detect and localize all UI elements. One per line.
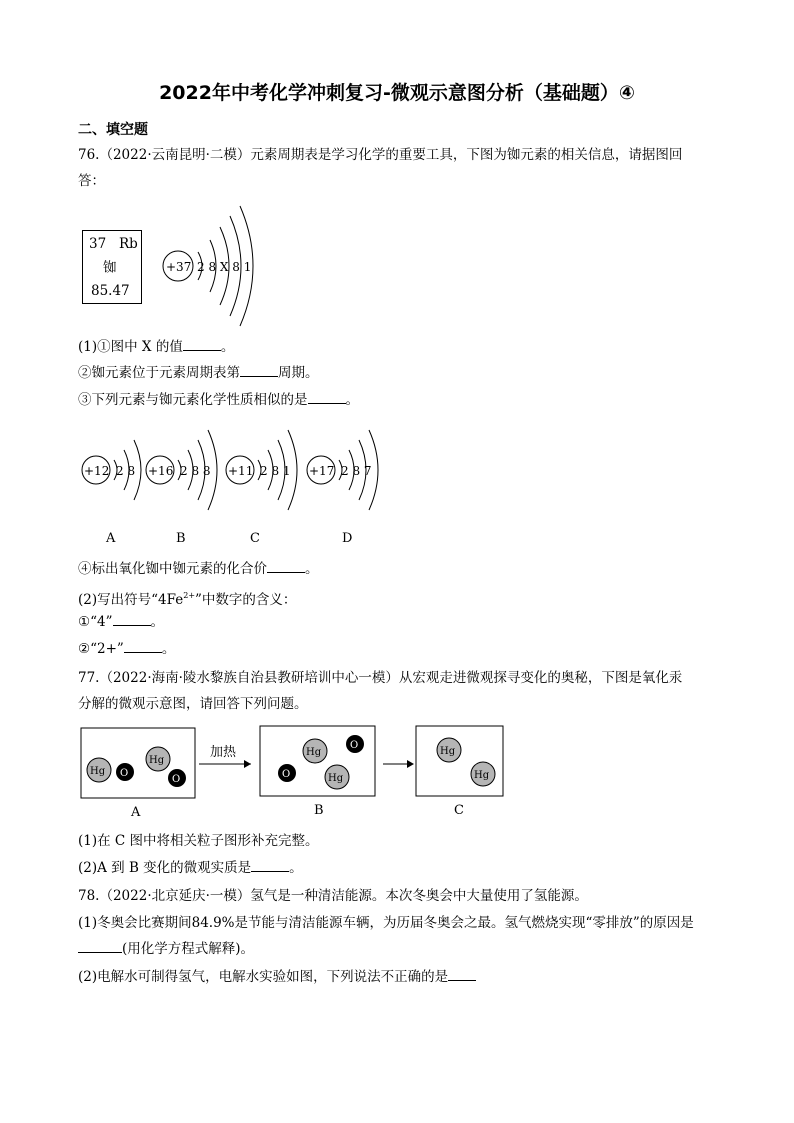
svg-text:O: O [282,769,291,780]
option-c-label: C [250,531,260,546]
q76-part6: ①“4” 。 [78,614,164,630]
q76-part5: (2)写出符号“$4Fe^{2+}$”中数字的含义： [78,591,297,608]
page-title: 2022年中考化学冲刺复习-微观示意图分析（基础题）④ [159,82,635,104]
q76-part4: ④标出氧化铷中铷元素的化合价 。 [78,561,319,577]
label-a: A [131,805,141,820]
label-b: B [314,803,324,818]
electron-shells: 2 8 X 8 1 [197,260,252,274]
option-a-label: A [106,531,116,546]
svg-text:Hg: Hg [90,766,106,777]
svg-text:Hg: Hg [328,773,344,784]
element-symbol: Rb [119,236,138,252]
nucleus-charge: +37 [166,260,192,274]
box-c [416,726,503,796]
svg-text:Hg: Hg [440,746,456,757]
atomic-mass: 85.47 [91,283,130,299]
q77-stem-line1: 77.（2022·海南·陵水黎族自治县教研培训中心一模）从宏观走进微观探寻变化的奥秘，下图是氧化汞 [78,670,683,686]
option-b-atom [146,430,217,546]
svg-text:O: O [350,740,359,751]
rb-atom-diagram [158,202,268,330]
q76-part3: ③下列元素与铷元素化学性质相似的是 。 [78,392,359,408]
option-d-atom [307,430,378,546]
svg-text:+17: +17 [309,464,335,478]
q76-stem-line2: 答： [78,173,105,189]
option-a-atom [82,440,141,546]
q78-part1b: (用化学方程式解释)。 [78,940,254,958]
svg-text:Hg: Hg [306,747,322,758]
svg-text:+12: +12 [84,464,110,478]
mercury-oxide-decomposition-diagram [78,722,508,822]
svg-text:2 8 7: 2 8 7 [341,464,372,478]
q78-stem: 78.（2022·北京延庆·一模）氢气是一种清洁能源。本次冬奥会中大量使用了氢能源。 [78,888,588,904]
svg-text:+16: +16 [148,464,174,478]
svg-text:Hg: Hg [474,770,490,781]
q76-part2: ②铷元素位于元素周期表第 周期。 [78,365,319,381]
svg-text:O: O [120,768,129,779]
atomic-number: 37 [89,236,107,252]
q77-stem-line2: 分解的微观示意图，请回答下列问题。 [78,696,308,712]
molecule-hgo-2 [146,747,186,787]
q77-part2: (2)A 到 B 变化的微观实质是 。 [78,860,303,876]
q78-part2: (2)电解水可制得氢气，电解水实验如图，下列说法不正确的是 [78,968,476,986]
option-d-label: D [342,531,353,546]
label-c: C [454,803,464,818]
svg-text:2 8 8: 2 8 8 [180,464,211,478]
option-c-atom [226,430,297,546]
q76-part1: (1)①图中 X 的值 。 [78,339,235,355]
svg-text:O: O [172,774,181,785]
molecule-hgo-1 [87,758,134,782]
section-heading: 二、填空题 [78,122,148,138]
q76-part7: ②“2+” 。 [78,641,176,657]
q77-part1: (1)在 C 图中将相关粒子图形补充完整。 [78,833,319,849]
svg-text:+11: +11 [228,464,254,478]
element-name: 铷 [103,260,117,276]
option-b-label: B [176,531,186,546]
svg-text:Hg: Hg [149,755,165,766]
q76-stem-line1: 76.（2022·云南昆明·二模）元素周期表是学习化学的重要工具，下图为铷元素的相关信息，请据图回 [78,147,683,163]
svg-text:2 8: 2 8 [116,464,136,478]
svg-text:2 8 1: 2 8 1 [260,464,291,478]
q78-part1: (1)冬奥会比赛期间84.9%是节能与清洁能源车辆，为历届冬奥会之最。氢气燃烧实现“零排放”的原因是 [78,915,694,931]
element-card [82,230,142,304]
option-atoms [78,420,398,550]
arrow-label-heat: 加热 [210,745,237,760]
